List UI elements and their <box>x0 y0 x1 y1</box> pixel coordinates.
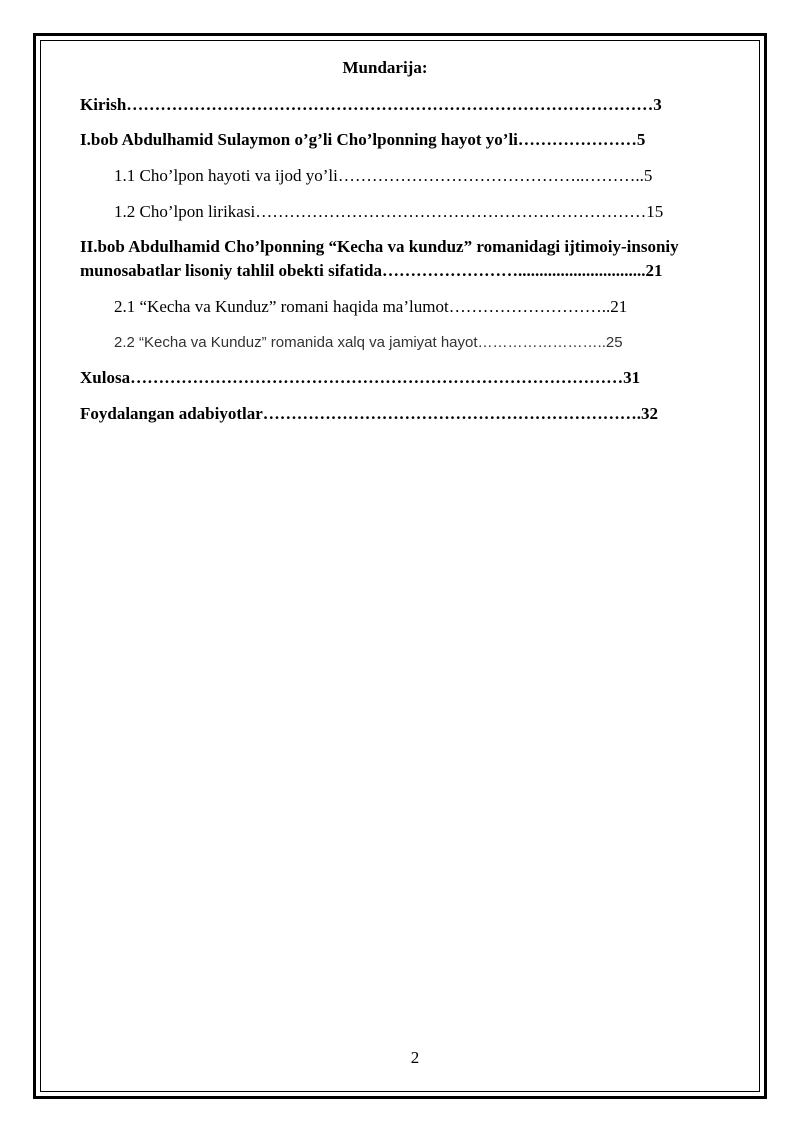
toc-title: Mundarija: <box>342 58 428 77</box>
page-border-inner <box>40 40 760 1092</box>
toc-entry-1-1: 1.1 Cho’lpon hayoti va ijod yo’li……………………………………..………..5 <box>114 166 653 185</box>
toc-entry-2-1: 2.1 “Kecha va Kunduz” romani haqida ma’lumot………………………..21 <box>114 297 628 316</box>
toc-entry-1-2: 1.2 Cho’lpon lirikasi……………………………………………………………15 <box>114 202 664 221</box>
toc-entry-xulosa: Xulosa……………………………………………………………………………31 <box>80 368 641 387</box>
toc-entry-kirish: Kirish…………………………………………………………………………………3 <box>80 95 662 114</box>
page-number: 2 <box>410 1048 420 1067</box>
toc-entry-chapter-2-line-2: munosabatlar lisoniy tahlil obekti sifatida……………………..............................21 <box>80 261 663 280</box>
toc-entry-adabiyotlar: Foydalangan adabiyotlar………………………………………………………….32 <box>80 404 659 423</box>
toc-entry-chapter-2-line-1: II.bob Abdulhamid Cho’lponning “Kecha va kunduz” romanidagi ijtimoiy-insoniy <box>80 237 679 256</box>
toc-entry-2-2: 2.2 “Kecha va Kunduz” romanida xalq va jamiyat hayot……………………..25 <box>114 334 623 351</box>
toc-entry-chapter-1: I.bob Abdulhamid Sulaymon o’g’li Cho’lponning hayot yo’li…………………5 <box>80 130 646 149</box>
